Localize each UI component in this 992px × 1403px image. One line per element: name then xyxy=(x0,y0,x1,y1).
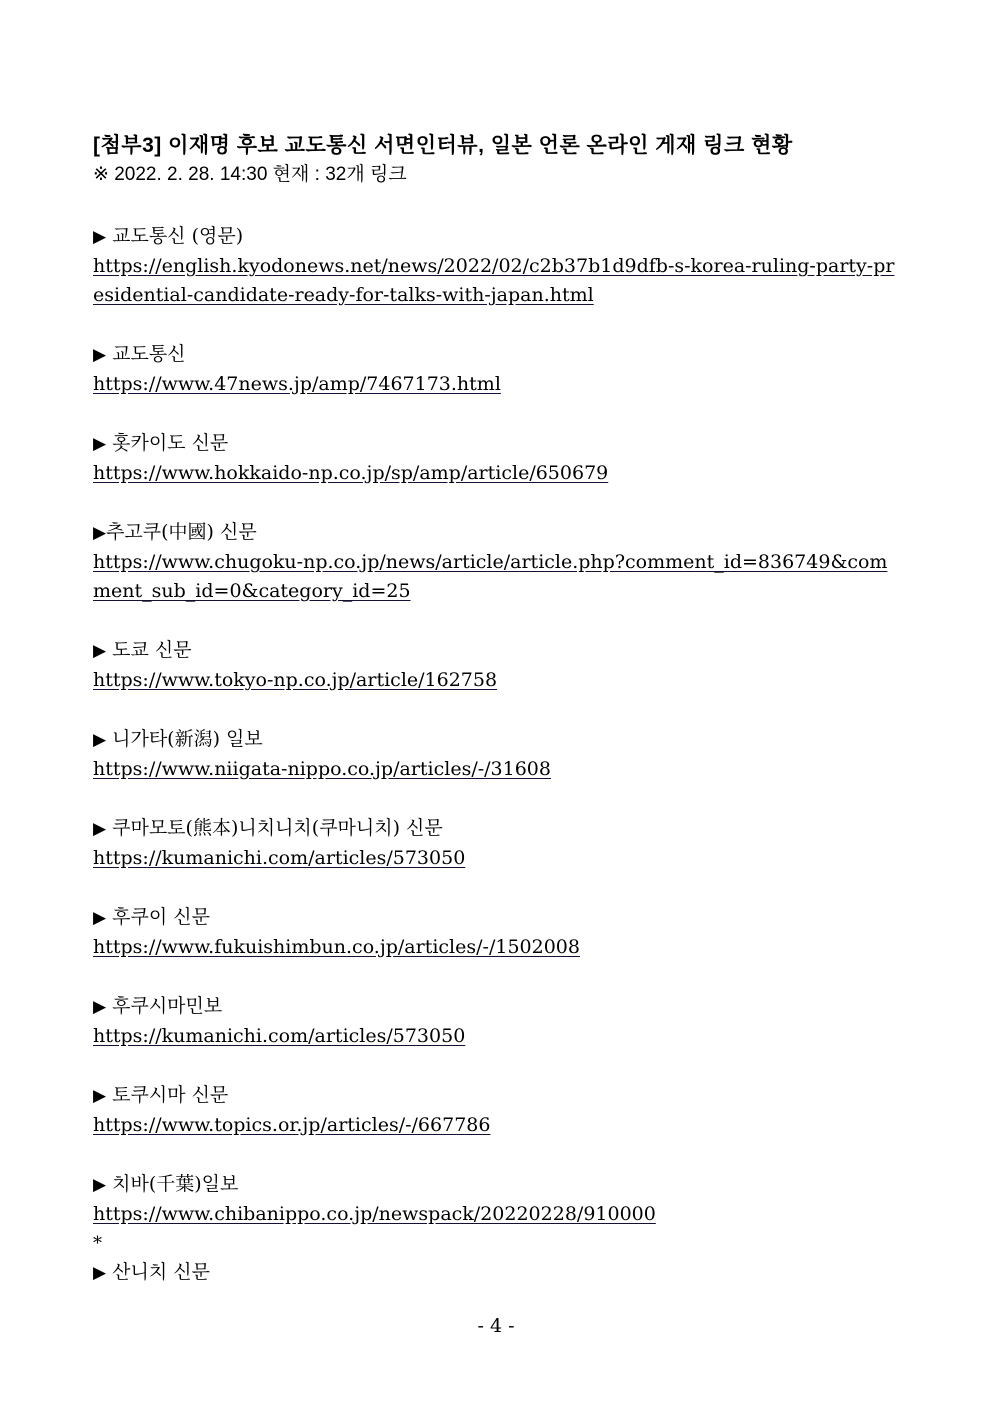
news-outlet-label xyxy=(93,1258,900,1288)
outlet-name: 후쿠이 신문 xyxy=(106,906,210,928)
article-link[interactable]: https://english.kyodonews.net/news/2022/02/c2b37b1d9dfb-s-korea-ruling-party-presidential-candidate-ready-for-talks-with-japan.html xyxy=(93,255,895,306)
article-link[interactable]: https://kumanichi.com/articles/573050 xyxy=(93,1025,466,1047)
page-title: [첨부3] 이재명 후보 교도통신 서면인터뷰, 일본 언론 온라인 게재 링크 현황 xyxy=(93,134,793,157)
outlet-name: 니가타(新潟) 일보 xyxy=(106,728,263,750)
news-outlet-label xyxy=(93,903,900,933)
outlet-name: 도쿄 신문 xyxy=(106,639,192,661)
news-outlet-label xyxy=(93,429,900,459)
article-link[interactable]: https://www.47news.jp/amp/7467173.html xyxy=(93,373,501,395)
outlet-name: 치바(千葉)일보 xyxy=(106,1173,239,1195)
bullet-triangle-icon: ▶ xyxy=(93,434,107,454)
page-number: - 4 - xyxy=(477,1315,515,1337)
news-entry xyxy=(93,1170,900,1258)
news-outlet-label xyxy=(93,725,900,755)
note-line: ※ 2022. 2. 28. 14:30 현재 : 32개 링크 xyxy=(93,164,407,185)
news-outlet-label xyxy=(93,636,900,666)
bullet-triangle-icon: ▶ xyxy=(93,345,107,365)
news-entry xyxy=(93,222,900,310)
outlet-name: 쿠마모토(熊本)니치니치(쿠마니치) 신문 xyxy=(106,817,443,839)
article-link[interactable]: https://www.topics.or.jp/articles/-/667786 xyxy=(93,1114,491,1136)
news-entry xyxy=(93,340,900,399)
article-link[interactable]: https://www.chugoku-np.co.jp/news/article/article.php?comment_id=836749&comment_sub_id=0&category_id=25 xyxy=(93,551,888,602)
article-link[interactable]: https://www.tokyo-np.co.jp/article/162758 xyxy=(93,669,498,691)
news-entry xyxy=(93,725,900,784)
outlet-name: 후쿠시마민보 xyxy=(106,995,223,1017)
news-outlet-label xyxy=(93,992,900,1022)
bullet-triangle-icon: ▶ xyxy=(93,819,107,839)
bullet-triangle-icon: ▶ xyxy=(93,908,107,928)
bullet-triangle-icon: ▶ xyxy=(93,227,107,247)
bullet-triangle-icon: ▶ xyxy=(93,997,107,1017)
news-outlet-label xyxy=(93,340,900,370)
news-entry xyxy=(93,1258,900,1288)
news-entry xyxy=(93,903,900,962)
link-list xyxy=(93,222,900,1288)
news-entry xyxy=(93,1081,900,1140)
bullet-triangle-icon: ▶ xyxy=(93,523,107,543)
bullet-triangle-icon: ▶ xyxy=(93,1086,107,1106)
article-link[interactable]: https://www.chibanippo.co.jp/newspack/20220228/910000 xyxy=(93,1203,656,1225)
footnote-asterisk: * xyxy=(93,1233,102,1254)
news-entry xyxy=(93,429,900,488)
news-outlet-label xyxy=(93,814,900,844)
article-link[interactable]: https://www.fukuishimbun.co.jp/articles/-/1502008 xyxy=(93,936,580,958)
news-entry xyxy=(93,518,900,606)
news-outlet-label xyxy=(93,518,900,548)
news-entry xyxy=(93,992,900,1051)
bullet-triangle-icon: ▶ xyxy=(93,730,107,750)
outlet-name: 산니치 신문 xyxy=(106,1261,210,1283)
bullet-triangle-icon: ▶ xyxy=(93,1263,107,1283)
outlet-name: 홋카이도 신문 xyxy=(106,432,229,454)
outlet-name: 교도통신 (영문) xyxy=(106,225,244,247)
bullet-triangle-icon: ▶ xyxy=(93,1175,107,1195)
outlet-name: 토쿠시마 신문 xyxy=(106,1084,229,1106)
news-entry xyxy=(93,636,900,695)
news-entry xyxy=(93,814,900,873)
outlet-name: 교도통신 xyxy=(106,343,186,365)
article-link[interactable]: https://www.niigata-nippo.co.jp/articles/-/31608 xyxy=(93,758,551,780)
news-outlet-label xyxy=(93,1081,900,1111)
bullet-triangle-icon: ▶ xyxy=(93,641,107,661)
article-link[interactable]: https://kumanichi.com/articles/573050 xyxy=(93,847,466,869)
article-link[interactable]: https://www.hokkaido-np.co.jp/sp/amp/article/650679 xyxy=(93,462,609,484)
outlet-name: 추고쿠(中國) 신문 xyxy=(106,521,257,543)
news-outlet-label xyxy=(93,222,900,252)
news-outlet-label xyxy=(93,1170,900,1200)
